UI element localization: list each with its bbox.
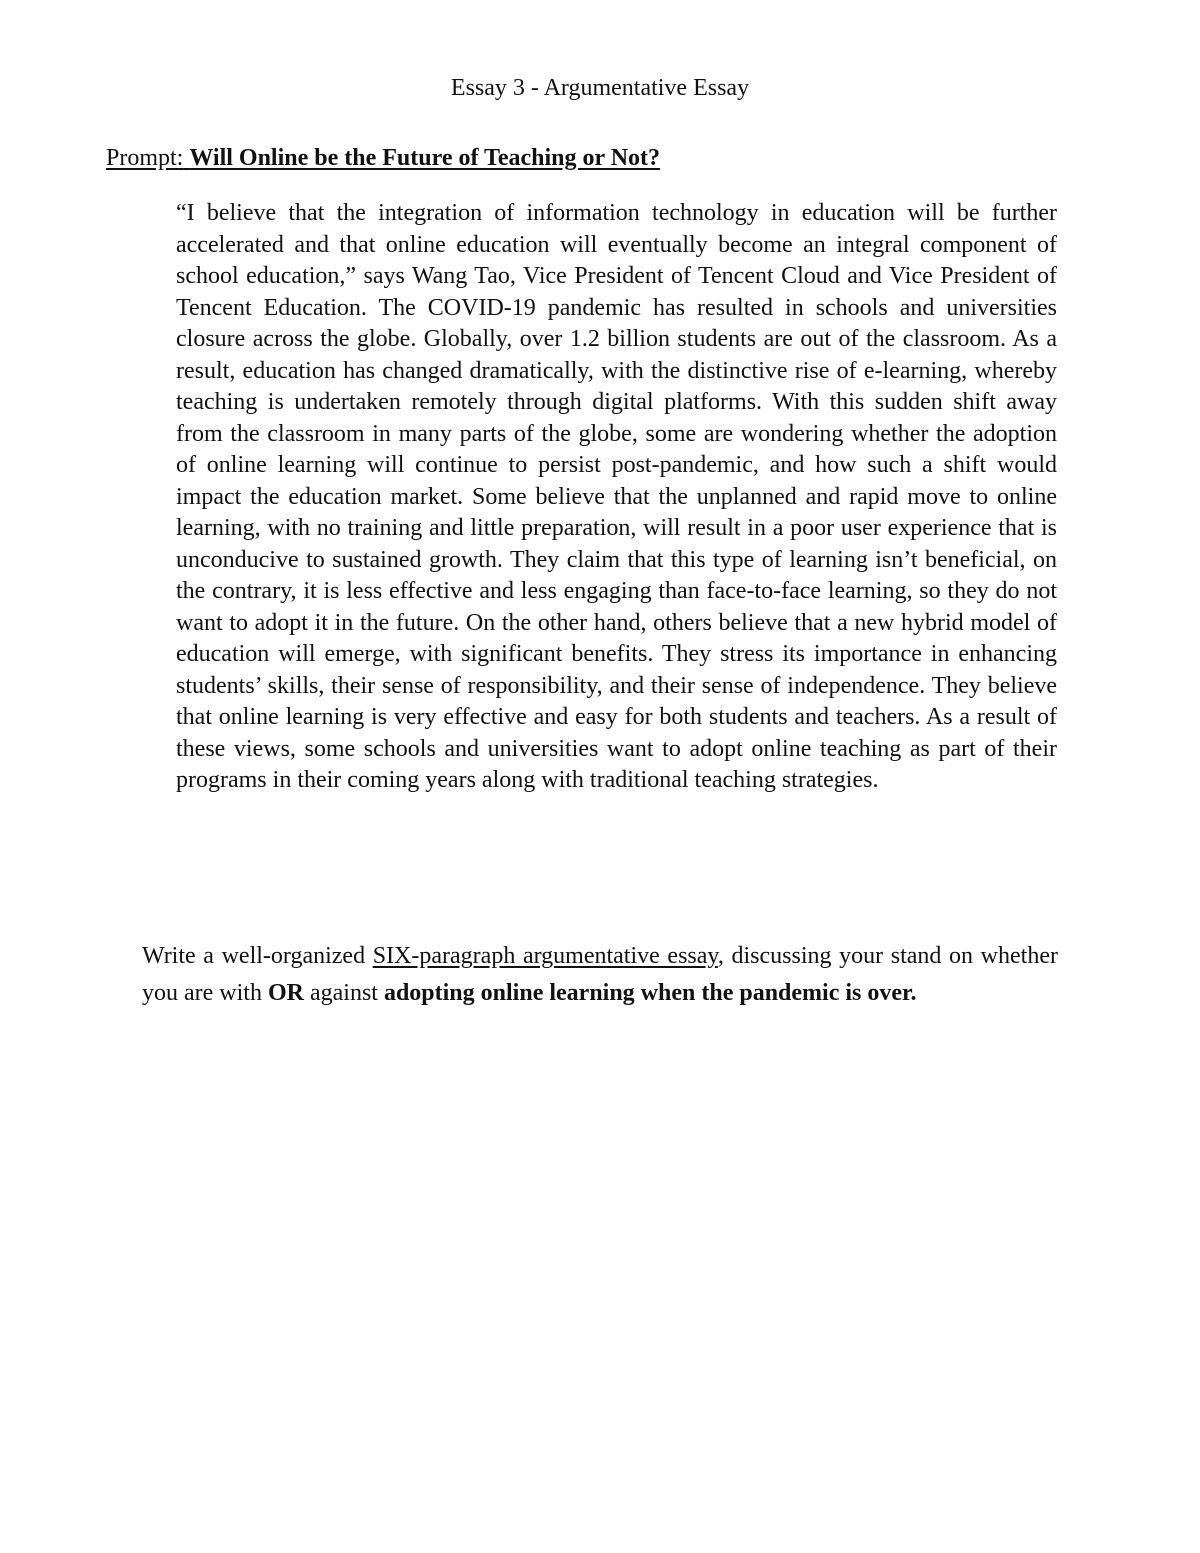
prompt-label: Prompt: — [106, 145, 184, 171]
essay-instruction — [142, 938, 1058, 1012]
prompt-heading — [106, 142, 1066, 174]
instruction-part-3: against — [303, 980, 384, 1006]
instruction-part-2: , discussing your stand on whether you are with — [142, 943, 1058, 1006]
prompt-question: Will Online be the Future of Teaching or Not? — [189, 145, 661, 171]
instruction-part-4: . — [910, 980, 917, 1006]
instruction-or: OR — [267, 980, 304, 1006]
essay-title: Essay 3 - Argumentative Essay — [450, 75, 750, 101]
instruction-essay-type: SIX-paragraph argumentative essay — [372, 943, 718, 969]
prompt-quote-paragraph: “I believe that the integration of information technology in education will be further accelerated and that online education will eventually become an integral component of school education,” says Wang Tao, Vice President of Tencent Cloud and Vice President of Tencent Education. The COVID-19 pandemic has resulted in schools and universities closure across the globe. Globally, over 1.2 billion students are out of the classroom. As a result, education has changed dramatically, with the distinctive rise of e-learning, whereby teaching is undertaken remotely through digital platforms. With this sudden shift away from the classroom in many parts of the globe, some are wondering whether the adoption of online learning will continue to persist post-pandemic, and how such a shift would impact the education market. Some believe that the unplanned and rapid move to online learning, with no training and little preparation, will result in a poor user experience that is unconducive to sustained growth. They claim that this type of learning isn’t beneficial, on the contrary, it is less effective and less engaging than face-to-face learning, so they do not want to adopt it in the future. On the other hand, others believe that a new hybrid model of education will emerge, with significant benefits. They stress its importance in enhancing students’ skills, their sense of responsibility, and their sense of independence. They believe that online learning is very effective and easy for both students and teachers. As a result of these views, some schools and universities want to adopt online teaching as part of their programs in their coming years along with traditional teaching strategies. — [176, 200, 1057, 793]
instruction-topic: adopting online learning when the pandemic is over — [383, 980, 911, 1006]
instruction-part-1: Write a well-organized — [142, 943, 373, 969]
